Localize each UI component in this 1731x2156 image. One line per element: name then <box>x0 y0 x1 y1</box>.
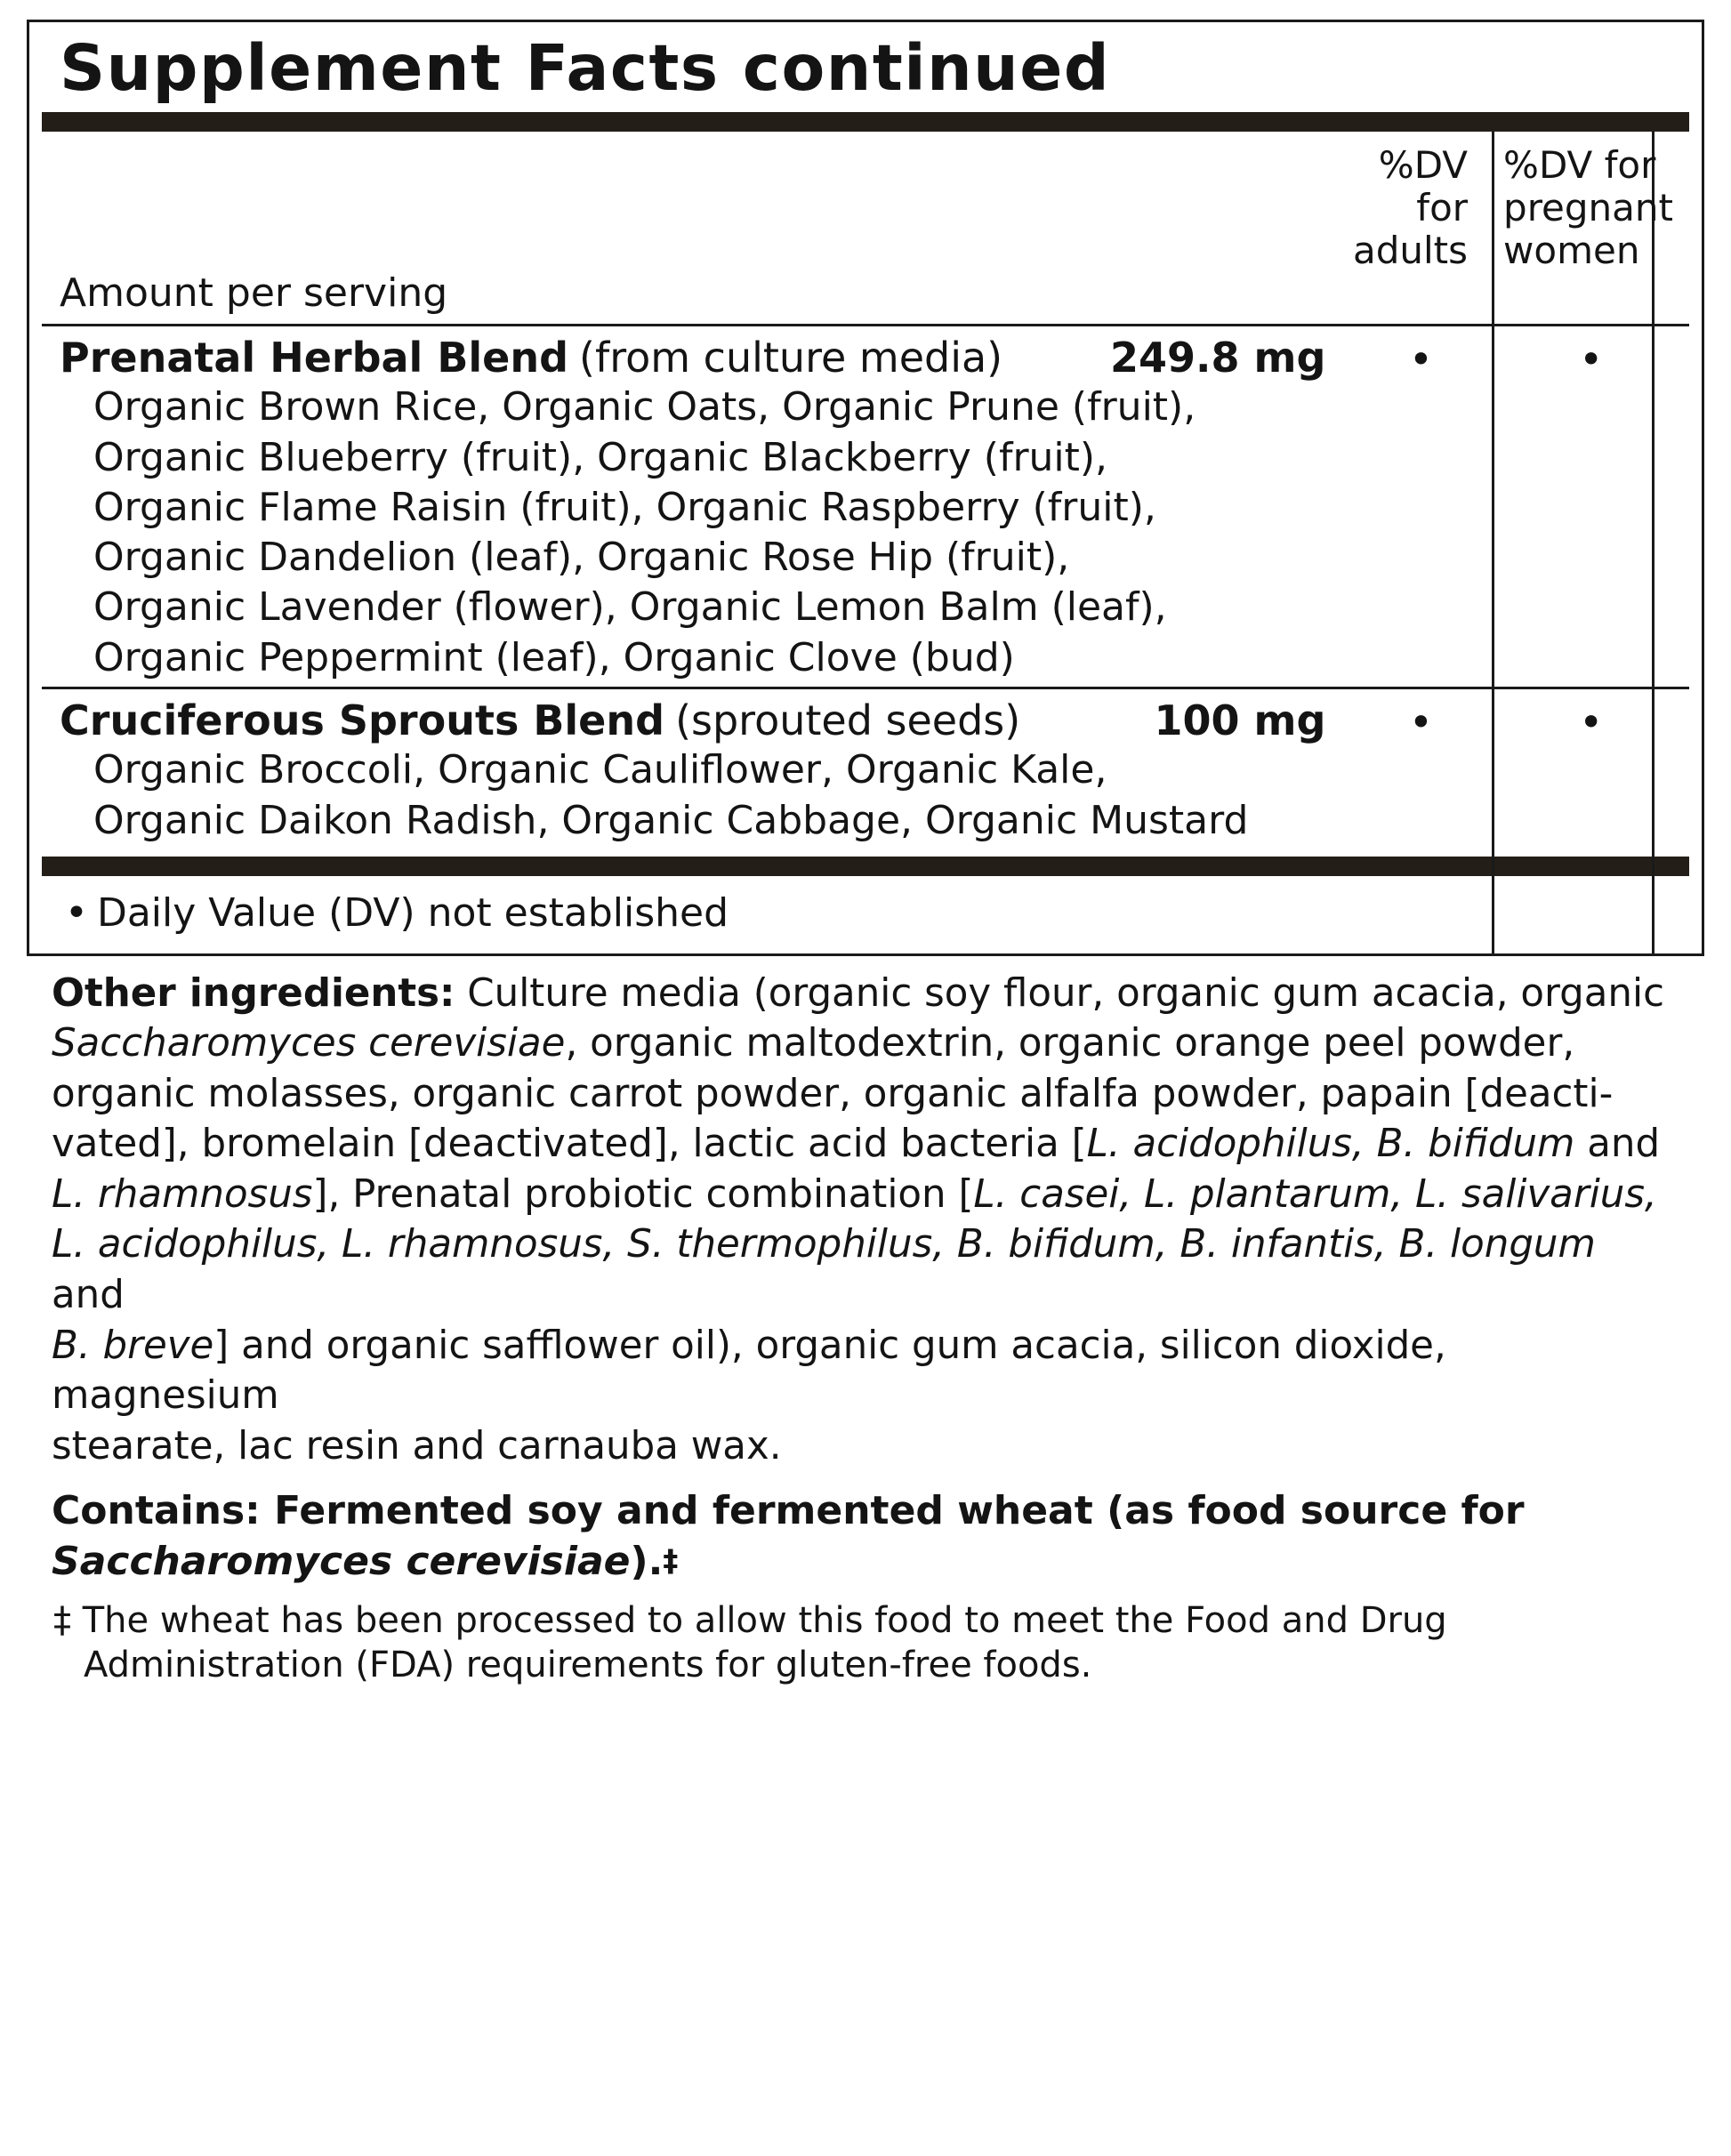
table-header-row <box>42 132 1689 324</box>
cruciferous-sprouts-blend-dv-pregnant: • <box>1579 698 1604 747</box>
other-ingredients-italic-3: L. rhamnosus <box>52 1171 313 1217</box>
prenatal-herbal-blend-qualifier: (from culture media) <box>579 334 1003 382</box>
prenatal-herbal-blend-dv-adults: • <box>1408 335 1433 383</box>
other-ingredients-text-1: Culture media (organic soy flour, organic gum acacia, organic <box>455 970 1664 1016</box>
prenatal-herbal-blend-sub-line: Organic Flame Raisin (fruit), Organic Raspberry (fruit), <box>93 484 1156 530</box>
contains-line-2 <box>52 1536 1669 1587</box>
footnote-bullet-icon: • <box>65 889 88 936</box>
cruciferous-sprouts-blend-dv-adults: • <box>1408 698 1433 747</box>
other-ingredients-line-3: organic molasses, organic carrot powder, organic alfalfa powder, papain [deacti- <box>52 1071 1614 1116</box>
dagger-footnote <box>52 1598 1669 1688</box>
daily-value-footnote <box>42 876 1349 953</box>
daily-value-footnote-row <box>42 876 1689 953</box>
cruciferous-sprouts-blend-qualifier: (sprouted seeds) <box>675 696 1021 745</box>
cruciferous-sprouts-blend-sub-line: Organic Broccoli, Organic Cauliflower, Organic Kale, <box>93 747 1107 793</box>
other-ingredients-italic-2: L. acidophilus, B. bifidum <box>1086 1122 1575 1167</box>
other-ingredients-line-4 <box>52 1119 1669 1170</box>
other-ingredients-text-4b: and <box>1574 1122 1661 1167</box>
dagger-footnote-line-1 <box>53 1598 1669 1643</box>
other-ingredients-line-7 <box>52 1321 1669 1421</box>
other-ingredients-italic-4: L. casei, L. plantarum, L. salivarius, <box>973 1171 1657 1217</box>
prenatal-herbal-blend-dv-pregnant: • <box>1579 335 1604 383</box>
dv-pregnant-header-line1: %DV for <box>1503 143 1656 187</box>
contains-italic: Saccharomyces cerevisiae <box>52 1539 631 1585</box>
other-ingredients-text-4: vated], bromelain [deactivated], lactic acid bacteria [ <box>52 1122 1087 1167</box>
other-ingredients-italic-5: L. acidophilus, L. rhamnosus, S. thermophilus, B. bifidum, B. infantis, B. longum <box>52 1222 1596 1267</box>
dagger-footnote-line-2: Administration (FDA) requirements for gluten-free foods. <box>84 1644 1092 1685</box>
other-ingredients-italic-1: Saccharomyces cerevisiae <box>52 1021 566 1066</box>
prenatal-herbal-blend-headline <box>60 334 1349 382</box>
other-ingredients-line-6 <box>52 1219 1669 1320</box>
dv-pregnant-header <box>1484 132 1689 272</box>
prenatal-herbal-blend-amount: 249.8 mg <box>1110 334 1326 382</box>
contains-block <box>52 1485 1669 1587</box>
title-divider-thick <box>42 112 1689 132</box>
cruciferous-sprouts-blend-amount: 100 mg <box>1154 696 1326 745</box>
amount-per-serving-label: Amount per serving <box>60 270 448 316</box>
panel-title: Supplement Facts continued <box>60 31 1111 105</box>
table-row <box>42 326 1689 687</box>
prenatal-herbal-blend-cell <box>42 326 1349 687</box>
other-ingredients-line-5 <box>52 1170 1669 1220</box>
other-ingredients-block <box>27 956 1704 1688</box>
nutrition-table <box>42 132 1689 953</box>
amount-per-serving-cell <box>42 132 1338 324</box>
other-ingredients-text-2: , organic maltodextrin, organic orange peel powder, <box>565 1021 1575 1066</box>
prenatal-herbal-blend-name: Prenatal Herbal Blend <box>60 334 569 382</box>
prenatal-herbal-blend-sub-line: Organic Peppermint (leaf), Organic Clove (bud) <box>93 634 1015 680</box>
other-ingredients-text-5: ], Prenatal probiotic combination [ <box>312 1171 974 1217</box>
dagger-symbol-icon: ‡ <box>53 1599 71 1641</box>
prenatal-herbal-blend-sub-line: Organic Blueberry (fruit), Organic Blackberry (fruit), <box>93 434 1108 480</box>
contains-line-1: Contains: Fermented soy and fermented wheat (as food source for <box>52 1488 1525 1534</box>
table-bottom-divider-thick <box>42 857 1689 876</box>
double-dagger-icon: ‡ <box>663 1543 679 1580</box>
dv-pregnant-header-line3: women <box>1503 228 1640 272</box>
cruciferous-sprouts-blend-sub-line: Organic Daikon Radish, Organic Cabbage, Organic Mustard <box>93 797 1249 843</box>
cruciferous-sprouts-blend-headline <box>60 696 1349 745</box>
other-ingredients-text-6: and <box>52 1272 125 1317</box>
dv-pregnant-header-line2: pregnant <box>1503 185 1673 229</box>
prenatal-herbal-blend-sub-line: Organic Dandelion (leaf), Organic Rose Hip (fruit), <box>93 535 1070 581</box>
footnote-spacer <box>1349 876 1689 953</box>
other-ingredients-text-7: ] and organic safflower oil), organic gum acacia, silicon dioxide, magnesium <box>52 1323 1446 1419</box>
dv-adults-header-line2: adults <box>1353 228 1469 272</box>
prenatal-herbal-blend-sub-line: Organic Lavender (flower), Organic Lemon Balm (leaf), <box>93 584 1167 631</box>
dv-adults-header-line1: %DV for <box>1378 143 1469 229</box>
cruciferous-sprouts-blend-name: Cruciferous Sprouts Blend <box>60 696 665 745</box>
dagger-footnote-text-1: The wheat has been processed to allow this food to meet the Food and Drug <box>71 1599 1447 1641</box>
other-ingredients-italic-6: B. breve <box>52 1323 214 1368</box>
dv-adults-header <box>1338 132 1484 272</box>
contains-text: ). <box>630 1539 664 1585</box>
other-ingredients-label: Other ingredients: <box>52 970 455 1016</box>
other-ingredients-line-8: stearate, lac resin and carnauba wax. <box>52 1423 782 1468</box>
supplement-facts-panel <box>27 20 1704 956</box>
cruciferous-sprouts-blend-cell <box>42 689 1349 849</box>
other-ingredients-line-2 <box>52 1018 1669 1069</box>
footnote-text: Daily Value (DV) not established <box>96 889 729 936</box>
other-ingredients-line-1 <box>52 969 1669 1019</box>
prenatal-herbal-blend-sub-line: Organic Brown Rice, Organic Oats, Organic Prune (fruit), <box>93 384 1196 430</box>
table-row <box>42 689 1689 849</box>
